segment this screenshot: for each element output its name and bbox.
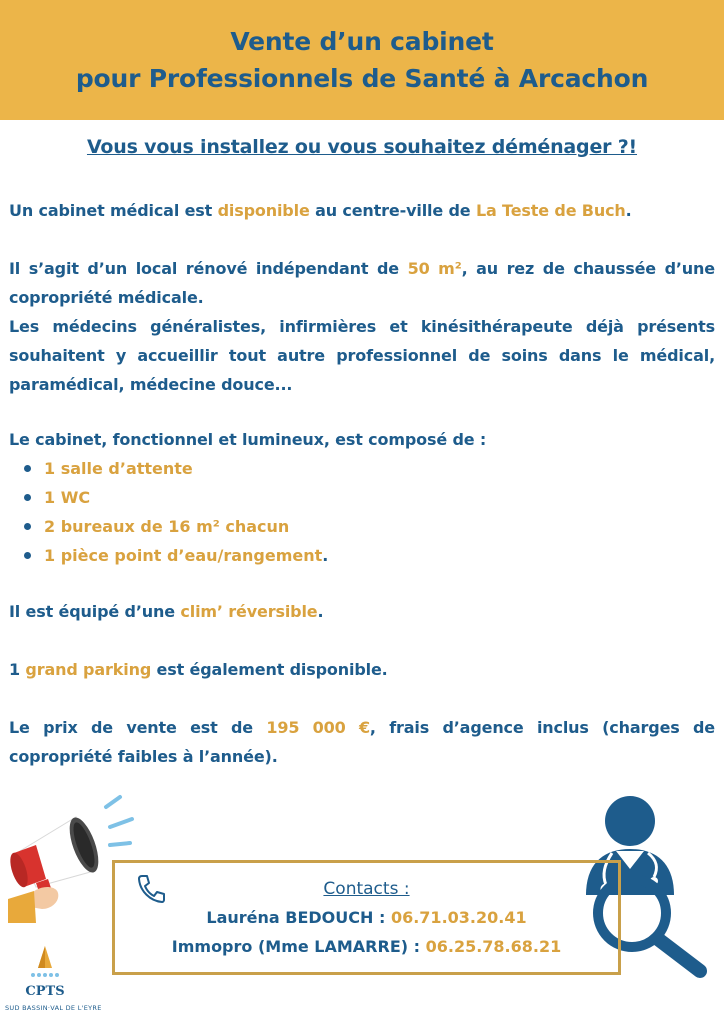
logo-subtitle: SUD BASSIN·VAL DE L'EYRE (5, 1004, 102, 1012)
price-paragraph: Le prix de vente est de 195 000 €, frais d’agence inclus (charges de copropriété faibles à l’année). (9, 718, 715, 766)
contact-line-immopro: Immopro (Mme LAMARRE) : 06.25.78.68.21 (171, 937, 562, 956)
header-banner (0, 0, 724, 120)
feature-item: 1 salle d’attente (20, 454, 328, 483)
contact-line-bedouch: Lauréna BEDOUCH : 06.71.03.20.41 (206, 908, 527, 927)
title-line-1: Vente d’un cabinet (230, 27, 494, 56)
logo-title: CPTS (25, 984, 65, 999)
contact-box (112, 860, 621, 975)
feature-item: 1 pièce point d’eau/rangement. (20, 541, 328, 570)
contacts-title: Contacts : (323, 879, 410, 899)
composition-intro: Le cabinet, fonctionnel et lumineux, est composé de : (9, 430, 487, 449)
feature-item: 1 WC (20, 483, 328, 512)
feature-item: 2 bureaux de 16 m² chacun (20, 512, 328, 541)
subtitle: Vous vous installez ou vous souhaitez déménager ?! (86, 136, 638, 158)
local-paragraph: Il s’agit d’un local rénové indépendant de 50 m², au rez de chaussée d’une copropriété médicale. (9, 259, 715, 307)
title-line-2: pour Professionnels de Santé à Arcachon (75, 64, 649, 93)
parking-paragraph: 1 grand parking est également disponible. (9, 660, 388, 679)
equipment-paragraph: Il est équipé d’une clim’ réversible. (9, 602, 324, 621)
doctors-paragraph: Les médecins généralistes, infirmières et kinésithérapeute déjà présents souhaitent y accueillir tout autre professionnel de soins dans le médical, paramédical, médecine douce... (9, 317, 715, 394)
phone-number[interactable]: 06.71.03.20.41 (390, 908, 527, 927)
features-list (20, 454, 328, 570)
cpts-logo (5, 944, 115, 1016)
intro-paragraph: Un cabinet médical est disponible au centre-ville de La Teste de Buch. (9, 201, 632, 220)
cpts-emblem-icon (5, 944, 85, 984)
phone-number[interactable]: 06.25.78.68.21 (425, 937, 562, 956)
